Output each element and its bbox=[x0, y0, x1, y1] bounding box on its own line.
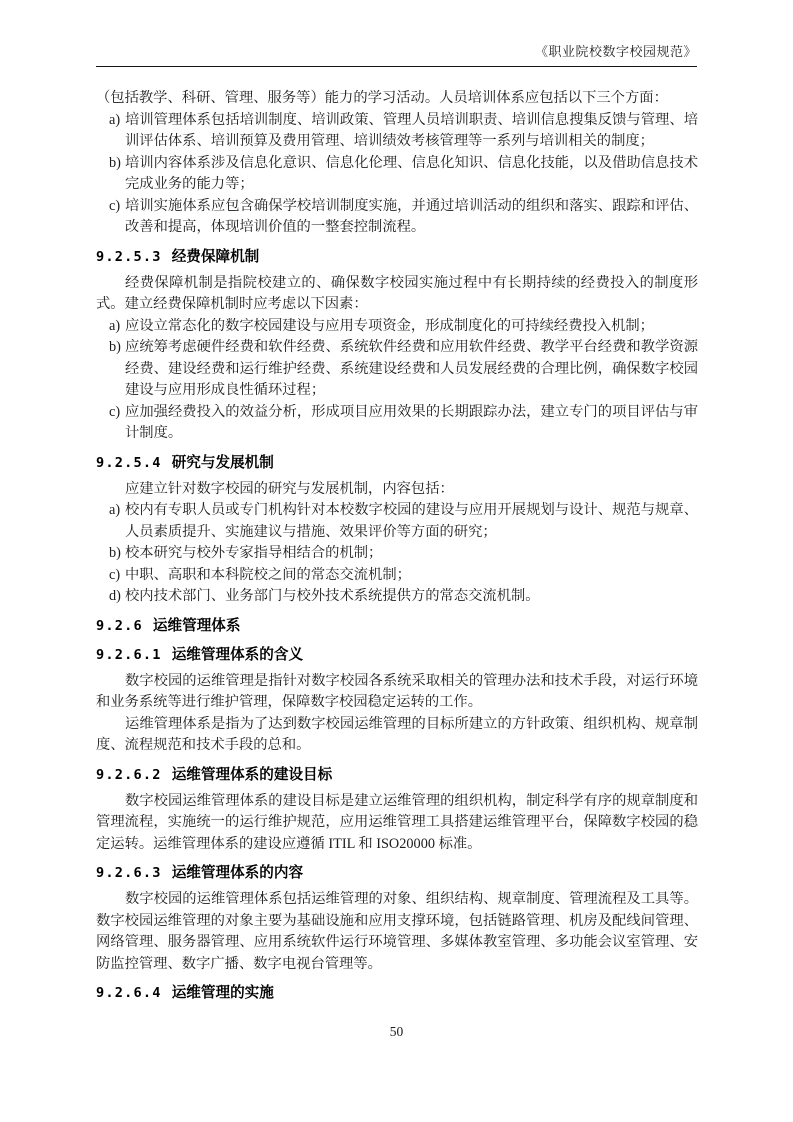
list-item-label: c) bbox=[109, 403, 121, 420]
section-number: 9.2.6 bbox=[96, 617, 143, 634]
list-item bbox=[96, 402, 698, 445]
list-item-label: a) bbox=[109, 317, 121, 334]
list-item-text: 培训内容体系涉及信息化意识、信息化伦理、信息化知识、信息化技能，以及借助信息技术完成业务的能力等； bbox=[125, 154, 698, 192]
section-title: 运维管理体系 bbox=[152, 617, 241, 634]
section-title: 经费保障机制 bbox=[171, 248, 260, 265]
section-title: 运维管理的实施 bbox=[171, 985, 274, 1001]
section-title: 研究与发展机制 bbox=[171, 454, 274, 471]
section-heading bbox=[96, 452, 698, 474]
paragraph: 运维管理体系是指为了达到数字校园运维管理的目标所建立的方针政策、组织机构、规章制度、流程规范和技术手段的总和。 bbox=[96, 715, 698, 753]
paragraph: （包括教学、科研、管理、服务等）能力的学习活动。人员培训体系应包括以下三个方面： bbox=[96, 90, 668, 106]
paragraph: 数字校园运维管理体系的建设目标是建立运维管理的组织机构，制定科学有序的规章制度和管理流程，实施统一的运行维护规范，应用运维管理工具搭建运维管理平台，保障数字校园的稳定运转。运维管理体系的建设应遵循 ITIL 和 ISO20000 标准。 bbox=[96, 792, 698, 852]
list-item-label: b) bbox=[109, 154, 121, 171]
list-item-text: 培训实施体系应包含确保学校培训制度实施，并通过培训活动的组织和落实、跟踪和评估、改善和提高，体现培训价值的一整套控制流程。 bbox=[125, 197, 698, 235]
list-item bbox=[96, 565, 698, 587]
list-item-label: a) bbox=[109, 111, 121, 128]
section-number: 9.2.6.4 bbox=[96, 985, 162, 1001]
section-heading bbox=[96, 982, 698, 1004]
page-footer bbox=[0, 1024, 793, 1040]
section-heading bbox=[96, 764, 698, 786]
page-number: 50 bbox=[389, 1024, 404, 1039]
list-item bbox=[96, 196, 698, 239]
list-item-label: b) bbox=[109, 339, 121, 355]
section-number: 9.2.6.3 bbox=[96, 865, 162, 881]
list-item bbox=[96, 337, 698, 402]
ordered-list bbox=[96, 316, 698, 445]
section-heading bbox=[96, 246, 698, 268]
section-heading bbox=[96, 615, 698, 637]
list-item-text: 校本研究与校外专家指导相结合的机制； bbox=[125, 545, 383, 561]
list-item-text: 中职、高职和本科院校之间的常态交流机制； bbox=[125, 566, 411, 583]
ordered-list bbox=[96, 110, 698, 239]
page-header bbox=[96, 44, 697, 67]
ordered-list bbox=[96, 500, 698, 608]
section-heading bbox=[96, 644, 698, 666]
section-number: 9.2.6.1 bbox=[96, 646, 162, 663]
paragraph: 数字校园的运维管理体系包括运维管理的对象、组织结构、规章制度、管理流程及工具等。数字校园运维管理的对象主要为基础设施和应用支撑环境，包括链路管理、机房及配线间管理、网络管理、服务器管理、应用系统软件运行环境管理、多媒体教室管理、多功能会议室管理、安防监控管理、数字广播、数字电视台管理等。 bbox=[96, 891, 698, 972]
section-title: 运维管理体系的内容 bbox=[171, 865, 304, 881]
list-item-label: c) bbox=[109, 566, 121, 583]
paragraph: 应建立针对数字校园的研究与发展机制，内容包括： bbox=[125, 480, 454, 497]
list-item bbox=[96, 543, 698, 565]
list-item-text: 应加强经费投入的效益分析，形成项目应用效果的长期跟踪办法，建立专门的项目评估与审计制度。 bbox=[125, 403, 698, 441]
paragraph: 经费保障机制是指院校建立的、确保数字校园实施过程中有长期持续的经费投入的制度形式。建立经费保障机制时应考虑以下因素： bbox=[96, 274, 698, 312]
document-content bbox=[96, 88, 698, 1009]
section-number: 9.2.5.3 bbox=[96, 248, 162, 265]
list-item bbox=[96, 316, 698, 338]
section-number: 9.2.5.4 bbox=[96, 454, 162, 471]
list-item-text: 应设立常态化的数字校园建设与应用专项资金，形成制度化的可持续经费投入机制； bbox=[125, 317, 654, 334]
document-title: 《职业院校数字校园规范》 bbox=[534, 44, 697, 59]
list-item bbox=[96, 586, 698, 608]
list-item-label: b) bbox=[109, 545, 121, 561]
list-item bbox=[96, 500, 698, 543]
list-item bbox=[96, 110, 698, 153]
list-item-text: 校内有专职人员或专门机构针对本校数字校园的建设与应用开展规划与设计、规范与规章、人员素质提升、实施建议与措施、效果评价等方面的研究； bbox=[125, 502, 698, 540]
list-item-label: c) bbox=[109, 197, 121, 214]
list-item-label: a) bbox=[109, 502, 121, 518]
list-item bbox=[96, 153, 698, 196]
section-title: 运维管理体系的含义 bbox=[171, 646, 304, 663]
section-heading bbox=[96, 862, 698, 884]
section-number: 9.2.6.2 bbox=[96, 766, 162, 783]
list-item-text: 应统筹考虑硬件经费和软件经费、系统软件经费和应用软件经费、教学平台经费和教学资源经费、建设经费和运行维护经费、系统建设经费和人员发展经费的合理比例，确保数字校园建设与应用形成良性循环过程； bbox=[125, 339, 698, 398]
paragraph: 数字校园的运维管理是指针对数字校园各系统采取相关的管理办法和技术手段，对运行环境和业务系统等进行维护管理，保障数字校园稳定运转的工作。 bbox=[96, 672, 698, 710]
section-title: 运维管理体系的建设目标 bbox=[171, 766, 333, 783]
list-item-label: d) bbox=[109, 588, 121, 604]
list-item-text: 培训管理体系包括培训制度、培训政策、管理人员培训职责、培训信息搜集反馈与管理、培训评估体系、培训预算及费用管理、培训绩效考核管理等一系列与培训相关的制度； bbox=[125, 111, 698, 149]
list-item-text: 校内技术部门、业务部门与校外技术系统提供方的常态交流机制。 bbox=[125, 588, 540, 604]
